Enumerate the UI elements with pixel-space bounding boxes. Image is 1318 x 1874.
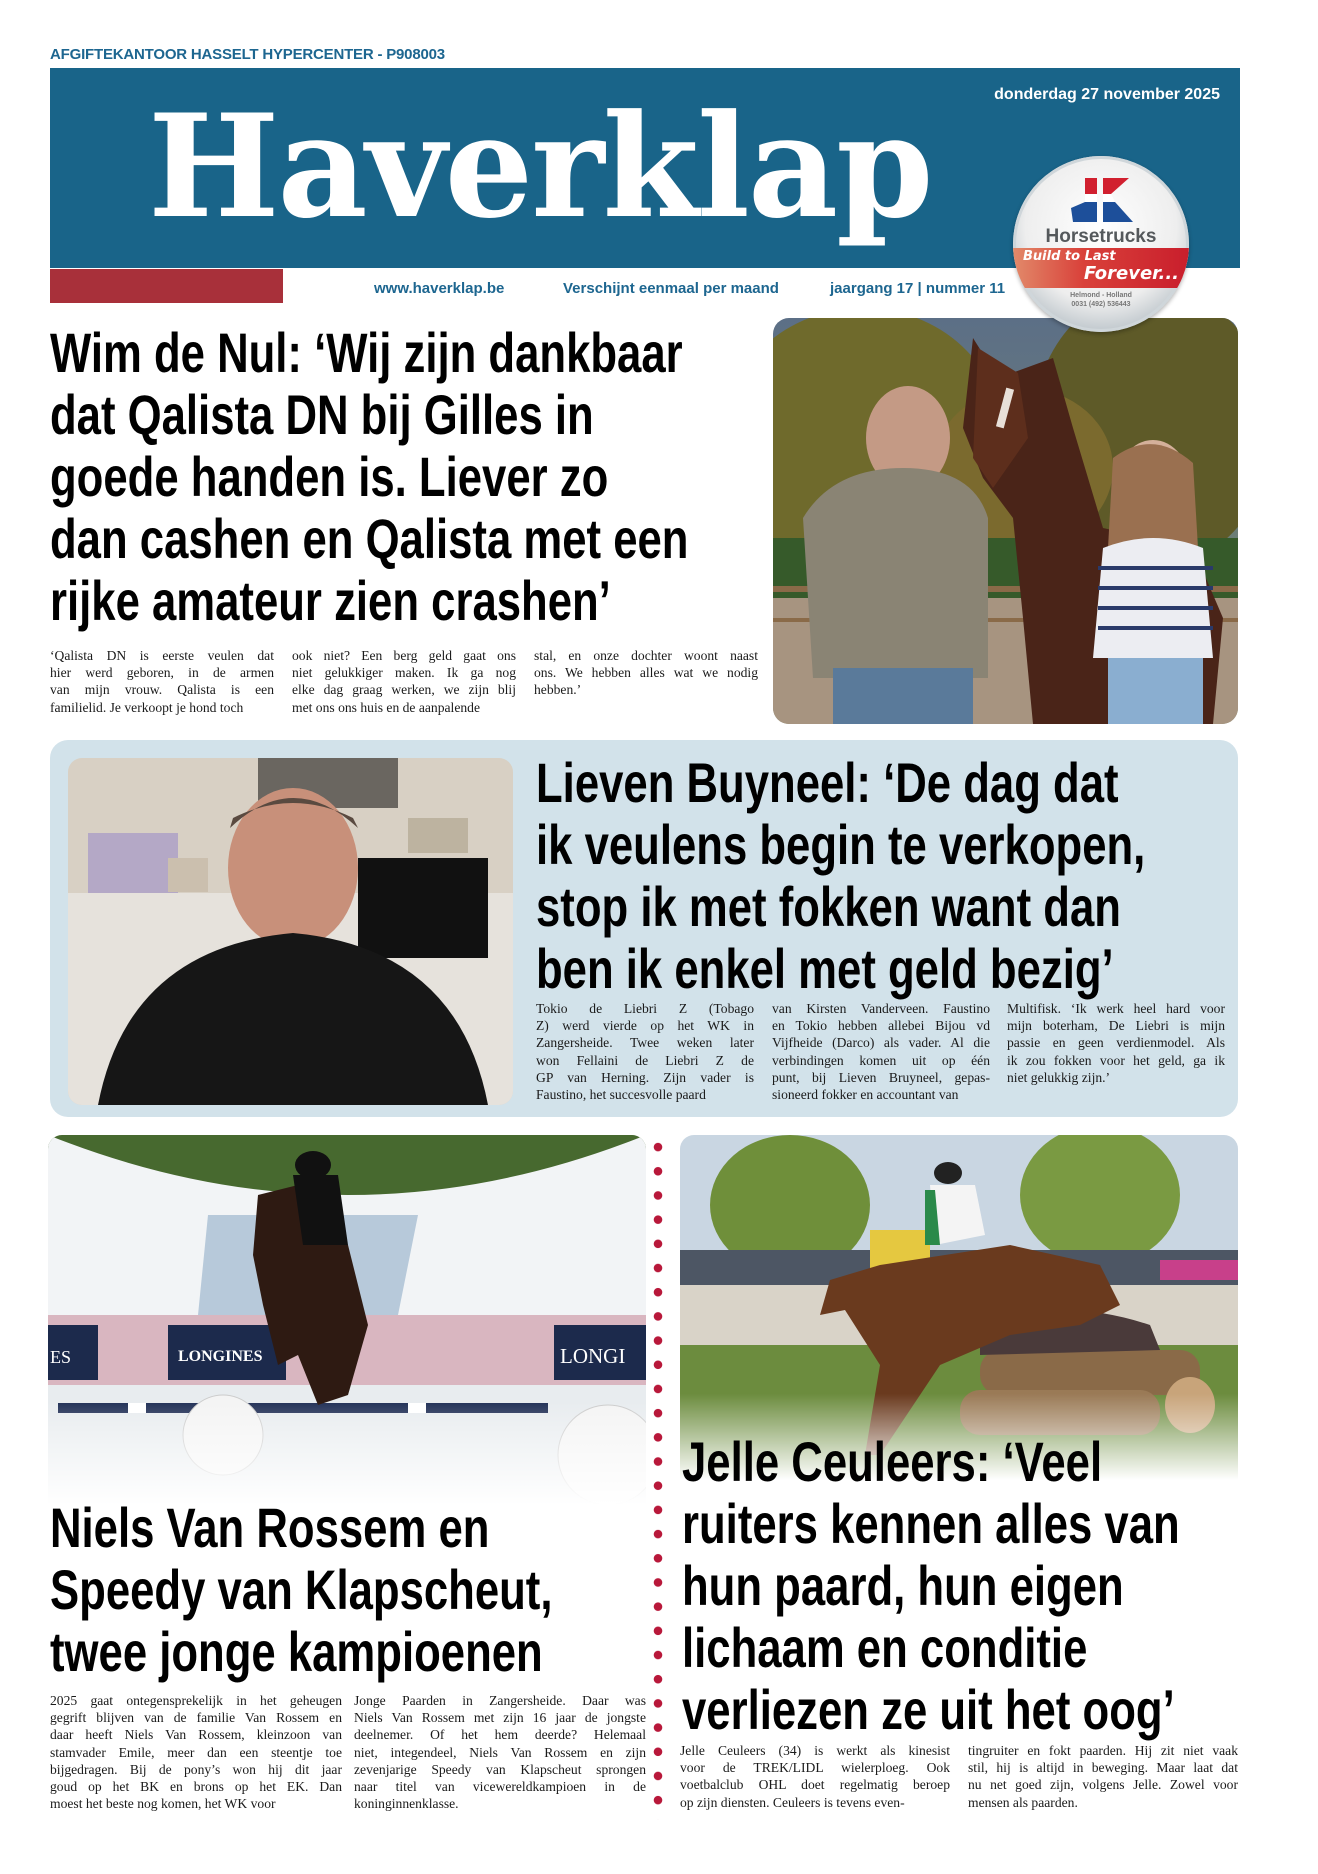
text-line: niet, integendeel, Niels Van Rossem en zijn <box>354 1744 646 1760</box>
headline-line: ben ik enkel met geld bezig’ <box>536 937 1114 1000</box>
text-line: niet gelukkiger maken. Ik ga nog <box>292 665 516 681</box>
text-line: Faustino, het succesvolle paard <box>536 1087 706 1103</box>
headline-line: goede handen is. Liever zo <box>50 445 609 508</box>
article-1-column-2 <box>292 647 516 716</box>
text-line: elke dag graag werken, we zijn blij <box>292 682 516 698</box>
eventing-horse-logs-icon <box>680 1135 1238 1480</box>
text-line: bijgedragen. Bij de pony’s won hij dit jaar <box>50 1761 342 1777</box>
headline-line: lichaam en conditie <box>682 1616 1088 1679</box>
newspaper-title: Haverklap <box>148 84 932 250</box>
text-line: voor de TREK/LIDL wielerploeg. Ook <box>680 1760 950 1776</box>
headline-line: twee jonge kampioenen <box>50 1620 543 1683</box>
text-line: stal, en onze dochter woont naast <box>534 648 758 663</box>
ad-slogan-1: Build to Last <box>1023 249 1116 264</box>
headline-line: dat Qalista DN bij Gilles in <box>50 383 594 446</box>
text-line: ik zou fokken voor het geld, ga ik <box>1007 1052 1225 1068</box>
jk-logo-icon <box>1071 178 1133 224</box>
headline-line: ruiters kennen alles van <box>682 1492 1180 1555</box>
text-line: moest het beste nog komen, het WK voor <box>50 1796 276 1812</box>
article-2-headline[interactable] <box>536 752 1145 1000</box>
text-line: punt, bij Lieven Bruyneel, gepas- <box>772 1069 990 1085</box>
headline-line: hun paard, hun eigen <box>682 1554 1124 1617</box>
headline-line: Wim de Nul: ‘Wij zijn dankbaar <box>50 321 683 384</box>
headline-line: verliezen ze uit het oog’ <box>682 1678 1175 1741</box>
text-line: familielid. Je verkoopt je hond toch <box>50 699 244 715</box>
text-line: daar heeft Niels Van Rossem, kleinzoon van <box>50 1727 342 1743</box>
text-line: stil, hij is altijd in beweging. Maar laat dat <box>968 1760 1238 1776</box>
text-line: stamvader Emile, meer dan een steentje toe <box>50 1744 342 1760</box>
headline-line: stop ik met fokken want dan <box>536 875 1121 938</box>
website-link[interactable]: www.haverklap.be <box>374 280 505 297</box>
article-1-column-1 <box>50 647 274 716</box>
article-3-headline[interactable] <box>50 1497 552 1683</box>
headline-line: rijke amateur zien crashen’ <box>50 569 611 632</box>
photo-jelle-ceuleers <box>680 1135 1238 1480</box>
headline-line: dan cashen en Qalista met een <box>50 507 689 570</box>
article-4-headline[interactable] <box>682 1431 1180 1741</box>
text-line: en Tokio hebben allebei Bijou vd <box>772 1018 990 1034</box>
text-line: ‘Qalista DN is eerste veulen dat <box>50 648 274 663</box>
text-line: tingruiter en fokt paarden. Hij zit niet vaak <box>968 1743 1238 1758</box>
text-line: Tokio de Liebri Z (Tobago <box>536 1001 754 1016</box>
frequency-label: Verschijnt eenmaal per maand <box>563 280 779 297</box>
article-1-headline[interactable] <box>50 322 688 632</box>
text-line: Multifisk. ‘Ik werk heel hard voor <box>1007 1001 1225 1016</box>
ad-slogan-2: Forever... <box>1083 263 1179 284</box>
text-line: Z) werd vierde op het WK in <box>536 1018 754 1034</box>
horsetrucks-ad-badge[interactable] <box>1013 156 1189 332</box>
article-3-column-1 <box>50 1692 342 1812</box>
red-accent-bar <box>50 269 283 303</box>
photo-niels-van-rossem <box>48 1135 646 1505</box>
edition-label: jaargang 17 | nummer 11 <box>830 280 1006 297</box>
text-line: sioneerd fokker en accountant van <box>772 1087 959 1103</box>
article-2-column-3 <box>1007 1000 1225 1086</box>
text-line: hier werd geboren, in de armen <box>50 665 274 681</box>
text-line: ons. We hebben alles wat we nodig <box>534 665 758 681</box>
headline-line: Lieven Buyneel: ‘De dag dat <box>536 751 1119 814</box>
text-line: GP van Herning. Zijn vader is <box>536 1069 754 1085</box>
text-line: deelnemer. Of het hem deerde? Helemaal <box>354 1727 646 1743</box>
text-line: mensen als paarden. <box>968 1794 1078 1810</box>
headline-line: ik veulens begin te verkopen, <box>536 813 1146 876</box>
headline-line: Niels Van Rossem en <box>50 1496 490 1559</box>
text-line: nu net goed zijn, volgens Jelle. Zowel voor <box>968 1777 1238 1793</box>
article-3-column-2 <box>354 1692 646 1812</box>
text-line: niet gelukkig zijn.’ <box>1007 1069 1111 1085</box>
text-line: van mijn vrouw. Qalista is een <box>50 682 274 698</box>
photo-lieven-buyneel <box>68 758 513 1105</box>
article-4-column-2 <box>968 1742 1238 1811</box>
issue-date: donderdag 27 november 2025 <box>994 86 1220 103</box>
ad-location: Helmond - Holland <box>1070 292 1132 299</box>
text-line: Niels Van Rossem met zijn 16 jaar de jongste <box>354 1710 646 1726</box>
postal-office-line: AFGIFTEKANTOOR HASSELT HYPERCENTER - P908003 <box>50 46 445 63</box>
dotted-column-divider <box>653 1135 663 1820</box>
headline-line: Jelle Ceuleers: ‘Veel <box>682 1430 1103 1493</box>
text-line: met ons ons huis en de aanpalende <box>292 699 480 715</box>
article-1-column-3 <box>534 647 758 699</box>
text-line: Jelle Ceuleers (34) is werkt als kinesist <box>680 1743 950 1758</box>
text-line: goud op het BK en brons op het EK. Dan <box>50 1779 342 1795</box>
text-line: naar titel van vicewereldkampioen in de <box>354 1779 646 1795</box>
text-line: Jonge Paarden in Zangersheide. Daar was <box>354 1693 646 1708</box>
text-line: won Fellaini de Liebri Z de <box>536 1052 754 1068</box>
article-2-column-2 <box>772 1000 990 1103</box>
text-line: ook niet? Een berg geld gaat ons <box>292 648 516 663</box>
text-line: zevenjarige Speedy van Klapscheut sprongen <box>354 1761 646 1777</box>
text-line: passie en geen verdienmodel. Als <box>1007 1035 1225 1051</box>
text-line: mijn boterham, De Liebri is mijn <box>1007 1018 1225 1034</box>
photo-wim-de-nul <box>773 318 1238 724</box>
text-line: koninginnenklasse. <box>354 1796 459 1812</box>
text-line: Vijfheide (Darco) als vader. Al die <box>772 1035 990 1051</box>
portrait-man-office-icon <box>68 758 513 1105</box>
article-4-column-1 <box>680 1742 950 1811</box>
portrait-man-woman-horse-icon <box>773 318 1238 724</box>
text-line: voetbalclub OHL doet regelmatig beroep <box>680 1777 950 1793</box>
text-line: hebben.’ <box>534 682 582 698</box>
text-line: van Kirsten Vanderveen. Faustino <box>772 1001 990 1016</box>
text-line: Zangersheide. Twee weken later <box>536 1035 754 1051</box>
text-line: op zijn diensten. Ceuleers is tevens even- <box>680 1794 905 1810</box>
ad-brand: Horsetrucks <box>1045 226 1157 247</box>
text-line: gegrift blijven van de familie Van Rossem en <box>50 1710 342 1726</box>
show-jumping-horse-icon <box>48 1135 646 1505</box>
ad-phone: 0031 (492) 536443 <box>1071 301 1131 308</box>
text-line: verbindingen komen uit op één <box>772 1052 990 1068</box>
text-line: 2025 gaat ontegensprekelijk in het geheugen <box>50 1693 342 1708</box>
article-2-column-1 <box>536 1000 754 1103</box>
headline-line: Speedy van Klapscheut, <box>50 1558 553 1621</box>
